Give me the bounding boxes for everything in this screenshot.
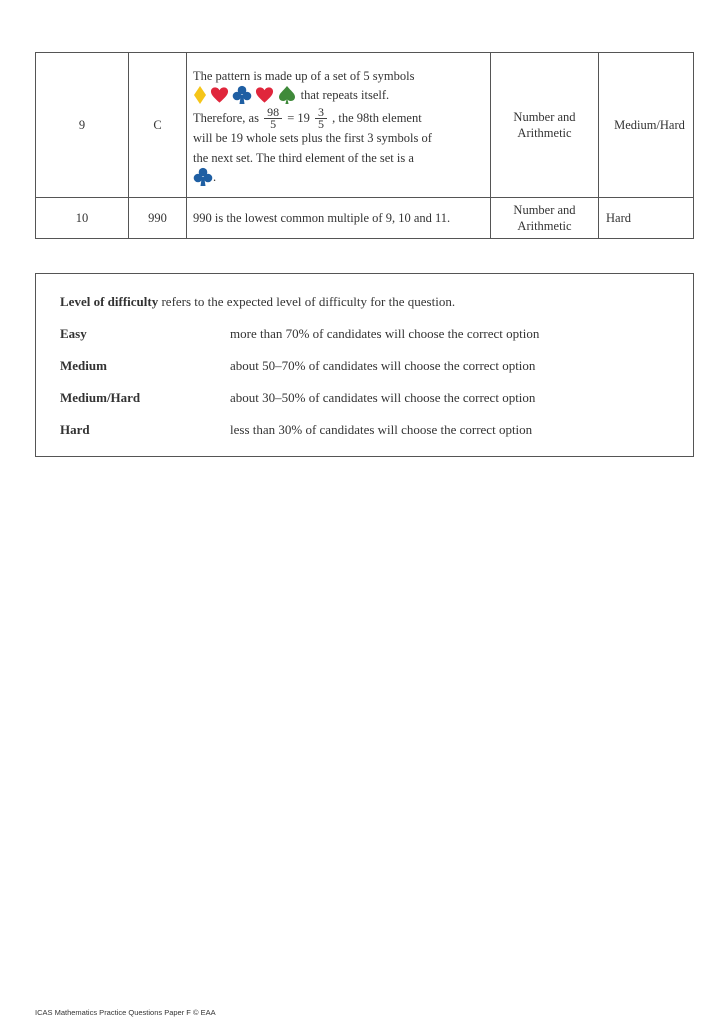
- strand-cell: Number and Arithmetic: [491, 198, 599, 239]
- strand-cell: Number and Arithmetic: [491, 53, 599, 198]
- explanation-text: Therefore, as: [193, 111, 259, 125]
- explanation-line: [193, 107, 422, 130]
- fraction-3-5: [315, 107, 327, 130]
- legend-intro: [60, 294, 455, 310]
- explanation-line: [193, 167, 216, 187]
- level-name: Easy: [60, 326, 87, 341]
- answer-key: C: [129, 53, 187, 198]
- table-row: [36, 198, 694, 239]
- diamond-icon: [193, 85, 207, 105]
- explanation-line: the next set. The third element of the set is a: [193, 151, 414, 165]
- heart-icon: [210, 86, 229, 104]
- explanation-cell: [187, 53, 491, 198]
- legend-intro-text: refers to the expected level of difficulty for the question.: [161, 294, 456, 309]
- difficulty-cell: Hard: [599, 198, 694, 239]
- explanation-text: .: [213, 170, 217, 185]
- fraction-98-5: [264, 107, 282, 130]
- page-footer: ICAS Mathematics Practice Questions Paper F © EAA: [35, 1008, 216, 1017]
- explanation-text: 990 is the lowest common multiple of 9, 10 and 11.: [193, 210, 451, 225]
- explanation-text: that repeats itself.: [300, 87, 390, 102]
- difficulty-cell: Medium/Hard: [599, 53, 694, 198]
- answers-table: [35, 52, 694, 239]
- difficulty-legend: [35, 273, 694, 457]
- fraction-numerator: 3: [315, 107, 327, 119]
- level-description: about 30–50% of candidates will choose the correct option: [230, 390, 536, 405]
- level-description: more than 70% of candidates will choose the correct option: [230, 326, 540, 341]
- legend-intro-bold: Level of difficulty: [60, 294, 159, 309]
- level-name: Medium/Hard: [60, 390, 141, 405]
- explanation-cell: [187, 198, 491, 239]
- level-name: Hard: [60, 422, 90, 437]
- table-row: [36, 53, 694, 198]
- explanation-line: will be 19 whole sets plus the first 3 symbols of: [193, 131, 432, 145]
- spade-icon: [278, 85, 296, 105]
- level-description: about 50–70% of candidates will choose the correct option: [230, 358, 536, 373]
- club-icon: [193, 167, 213, 187]
- fraction-numerator: 98: [264, 107, 282, 119]
- explanation-text: , the 98th element: [332, 111, 422, 125]
- level-name: Medium: [60, 358, 107, 373]
- fraction-denominator: 5: [270, 117, 277, 131]
- explanation-line: [193, 85, 389, 105]
- question-number: 9: [36, 53, 129, 198]
- answer-key: 990: [129, 198, 187, 239]
- heart-icon: [255, 86, 274, 104]
- explanation-line: The pattern is made up of a set of 5 symbols: [193, 69, 415, 83]
- symbol-sequence: [193, 87, 299, 101]
- club-icon: [232, 85, 252, 105]
- equals-text: = 19: [287, 111, 310, 125]
- fraction-denominator: 5: [318, 117, 324, 131]
- level-description: less than 30% of candidates will choose the correct option: [230, 422, 533, 437]
- question-number: 10: [36, 198, 129, 239]
